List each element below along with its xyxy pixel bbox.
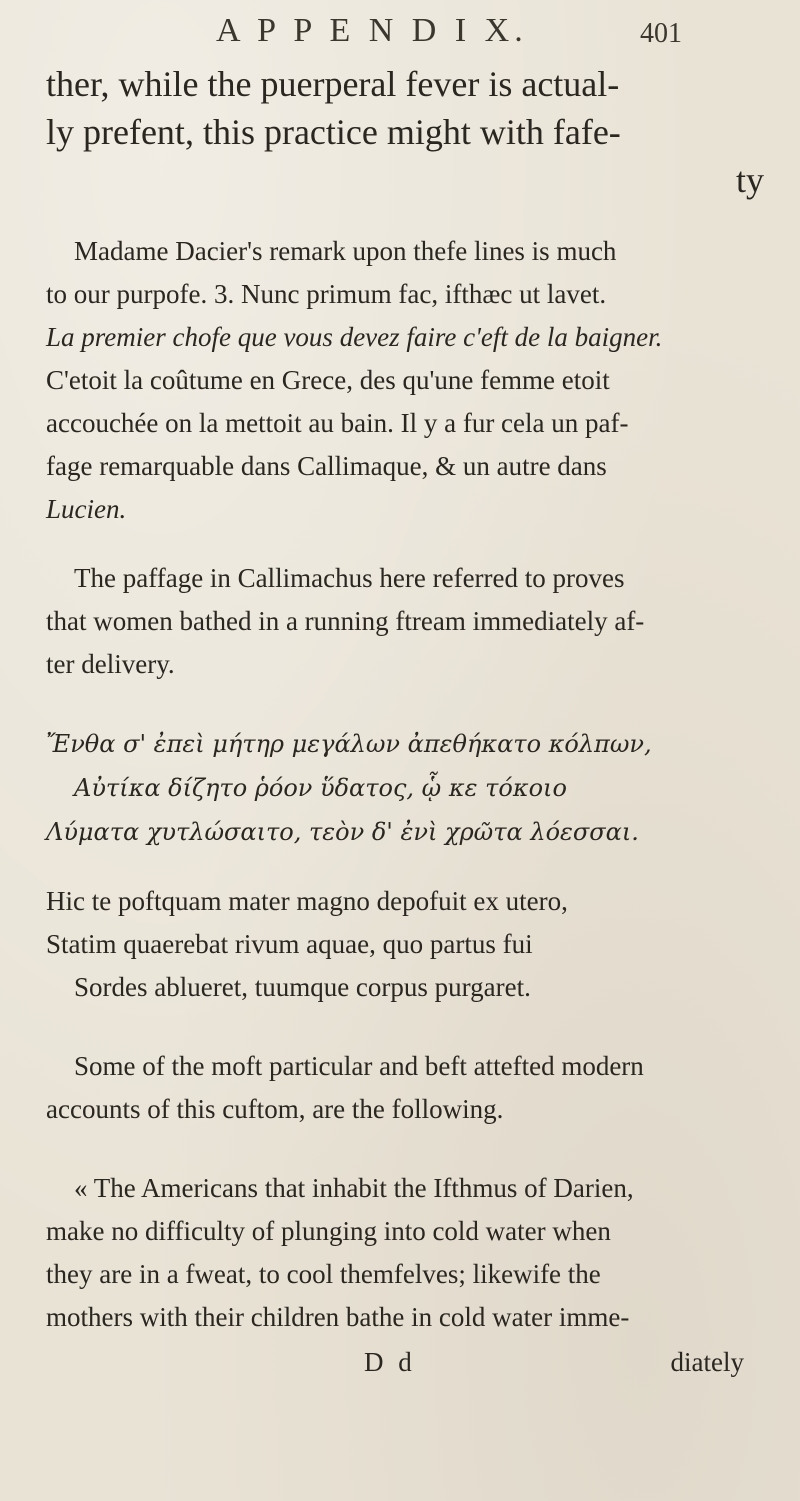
catchword: diately <box>670 1347 744 1377</box>
dacier-paragraph <box>46 230 764 531</box>
text-line: The paffage in Callimachus here referred to proves <box>74 563 625 593</box>
text-line: make no difficulty of plunging into cold water when <box>46 1216 611 1246</box>
text-line: « The Americans that inhabit the Ifthmus of Darien, <box>74 1173 634 1203</box>
greek-line: Λύματα χυτλώσαιτο, τεὸν δ' ἐνὶ χρῶτα λόεσσαι. <box>46 818 639 846</box>
latin-line: Statim quaerebat rivum aquae, quo partus fui <box>46 929 533 959</box>
greek-line: Ἔνθα σ' ἐπεὶ μήτηρ μεγάλων ἀπεθήκατο κόλπων, <box>46 730 652 758</box>
latin-line: Sordes ablueret, tuumque corpus purgaret. <box>74 972 531 1002</box>
running-title: A P P E N D I X. <box>216 12 528 49</box>
text-line: mothers with their children bathe in cold water imme- <box>46 1302 630 1332</box>
modern-accounts-paragraph <box>46 1045 764 1131</box>
text-line: to our purpofe. 3. Nunc primum fac, ifthæc ut lavet. <box>46 279 607 309</box>
text-line: fage remarquable dans Callimaque, & un autre dans <box>46 451 607 481</box>
text-line: Some of the moft particular and beft attefted modern <box>74 1051 644 1081</box>
greek-quotation <box>46 722 764 854</box>
darien-quotation <box>46 1167 764 1339</box>
text-line: ter delivery. <box>46 649 175 679</box>
page-footer <box>46 1347 764 1391</box>
latin-translation <box>46 880 764 1009</box>
text-line: Lucien. <box>46 494 127 524</box>
text-line: they are in a fweat, to cool themfelves; likewife the <box>46 1259 601 1289</box>
greek-line: Αὐτίκα δίζητο ῥόον ὕδατος, ᾧ κε τόκοιο <box>74 774 567 802</box>
text-line: accouchée on la mettoit au bain. Il y a fur cela un paf- <box>46 408 629 438</box>
text-line: C'etoit la coûtume en Grece, des qu'une femme etoit <box>46 365 610 395</box>
callimachus-paragraph <box>46 557 764 686</box>
opening-paragraph <box>46 60 764 204</box>
text-line: La premier chofe que vous devez faire c'eft de la baigner. <box>46 322 663 352</box>
text-line: ly prefent, this practice might with fafe- <box>46 112 621 152</box>
text-line: Madame Dacier's remark upon thefe lines is much <box>74 236 617 266</box>
signature-mark: D d <box>364 1347 416 1377</box>
text-line: that women bathed in a running ftream immediately af- <box>46 606 645 636</box>
page-number: 401 <box>640 18 682 49</box>
latin-line: Hic te poftquam mater magno depofuit ex utero, <box>46 886 568 916</box>
text-line: accounts of this cuftom, are the following. <box>46 1094 504 1124</box>
text-line: ther, while the puerperal fever is actual- <box>46 64 620 104</box>
body-text <box>46 60 764 1339</box>
text-line: ty <box>735 160 764 200</box>
running-head <box>0 8 800 54</box>
